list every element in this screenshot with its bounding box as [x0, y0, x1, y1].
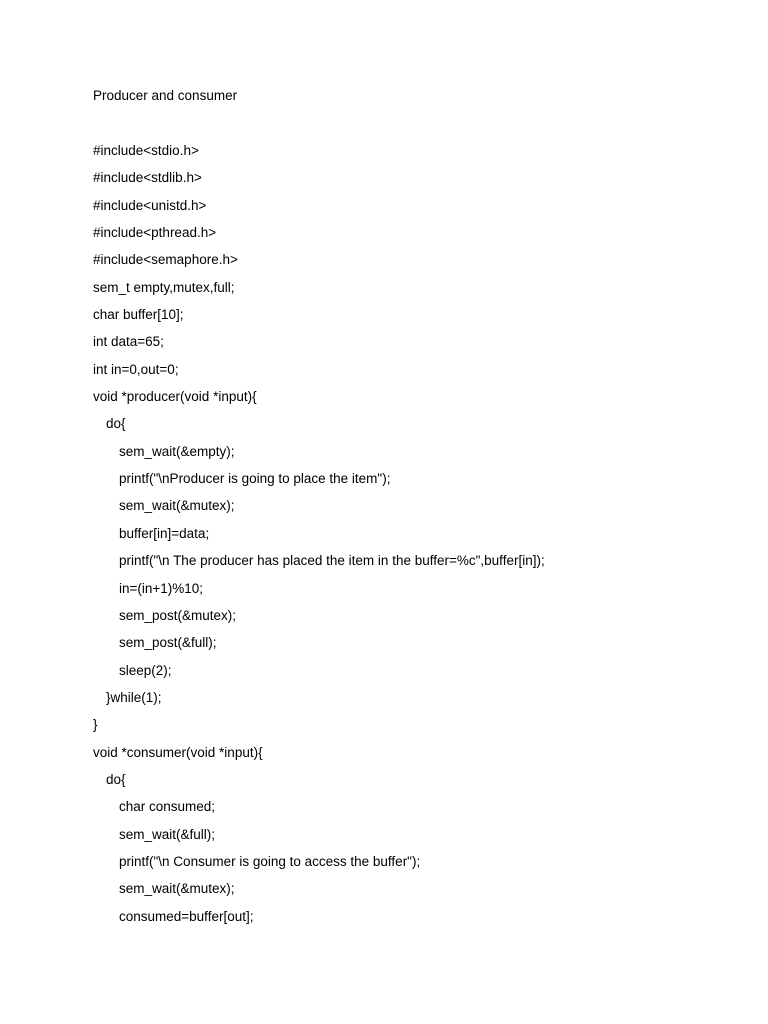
code-line: }: [93, 717, 98, 733]
code-line: void *producer(void *input){: [93, 389, 257, 405]
code-line: sem_wait(&mutex);: [119, 498, 235, 514]
code-line: #include<unistd.h>: [93, 197, 207, 213]
code-line: printf("\n Consumer is going to access the buffer");: [119, 853, 421, 869]
code-line: sem_wait(&full);: [119, 826, 216, 842]
code-line: char buffer[10];: [93, 307, 184, 323]
code-line: #include<stdlib.h>: [93, 170, 202, 186]
code-line: in=(in+1)%10;: [119, 580, 204, 596]
code-line: }while(1);: [106, 689, 162, 705]
code-line: buffer[in]=data;: [119, 525, 210, 541]
code-line: sem_t empty,mutex,full;: [93, 279, 235, 295]
code-line: sem_wait(&mutex);: [119, 881, 235, 897]
code-line: #include<semaphore.h>: [93, 252, 238, 268]
code-line: do{: [106, 771, 126, 787]
code-line: consumed=buffer[out];: [119, 908, 254, 924]
code-line: do{: [106, 416, 126, 432]
code-line: #include<stdio.h>: [93, 143, 199, 158]
code-listing: [93, 142, 545, 935]
code-line: char consumed;: [119, 799, 216, 815]
code-line: sem_post(&full);: [119, 635, 217, 651]
code-line: printf("\n The producer has placed the item in the buffer=%c",buffer[in]);: [119, 553, 545, 569]
code-line: sem_wait(&empty);: [119, 443, 235, 459]
code-line: int data=65;: [93, 334, 164, 350]
code-line: printf("\nProducer is going to place the item");: [119, 471, 391, 487]
code-line: int in=0,out=0;: [93, 361, 179, 377]
code-line: void *consumer(void *input){: [93, 744, 263, 760]
code-line: sleep(2);: [119, 662, 172, 678]
code-line: #include<pthread.h>: [93, 225, 217, 241]
code-line: sem_post(&mutex);: [119, 607, 237, 623]
document-title: Producer and consumer: [93, 88, 238, 103]
